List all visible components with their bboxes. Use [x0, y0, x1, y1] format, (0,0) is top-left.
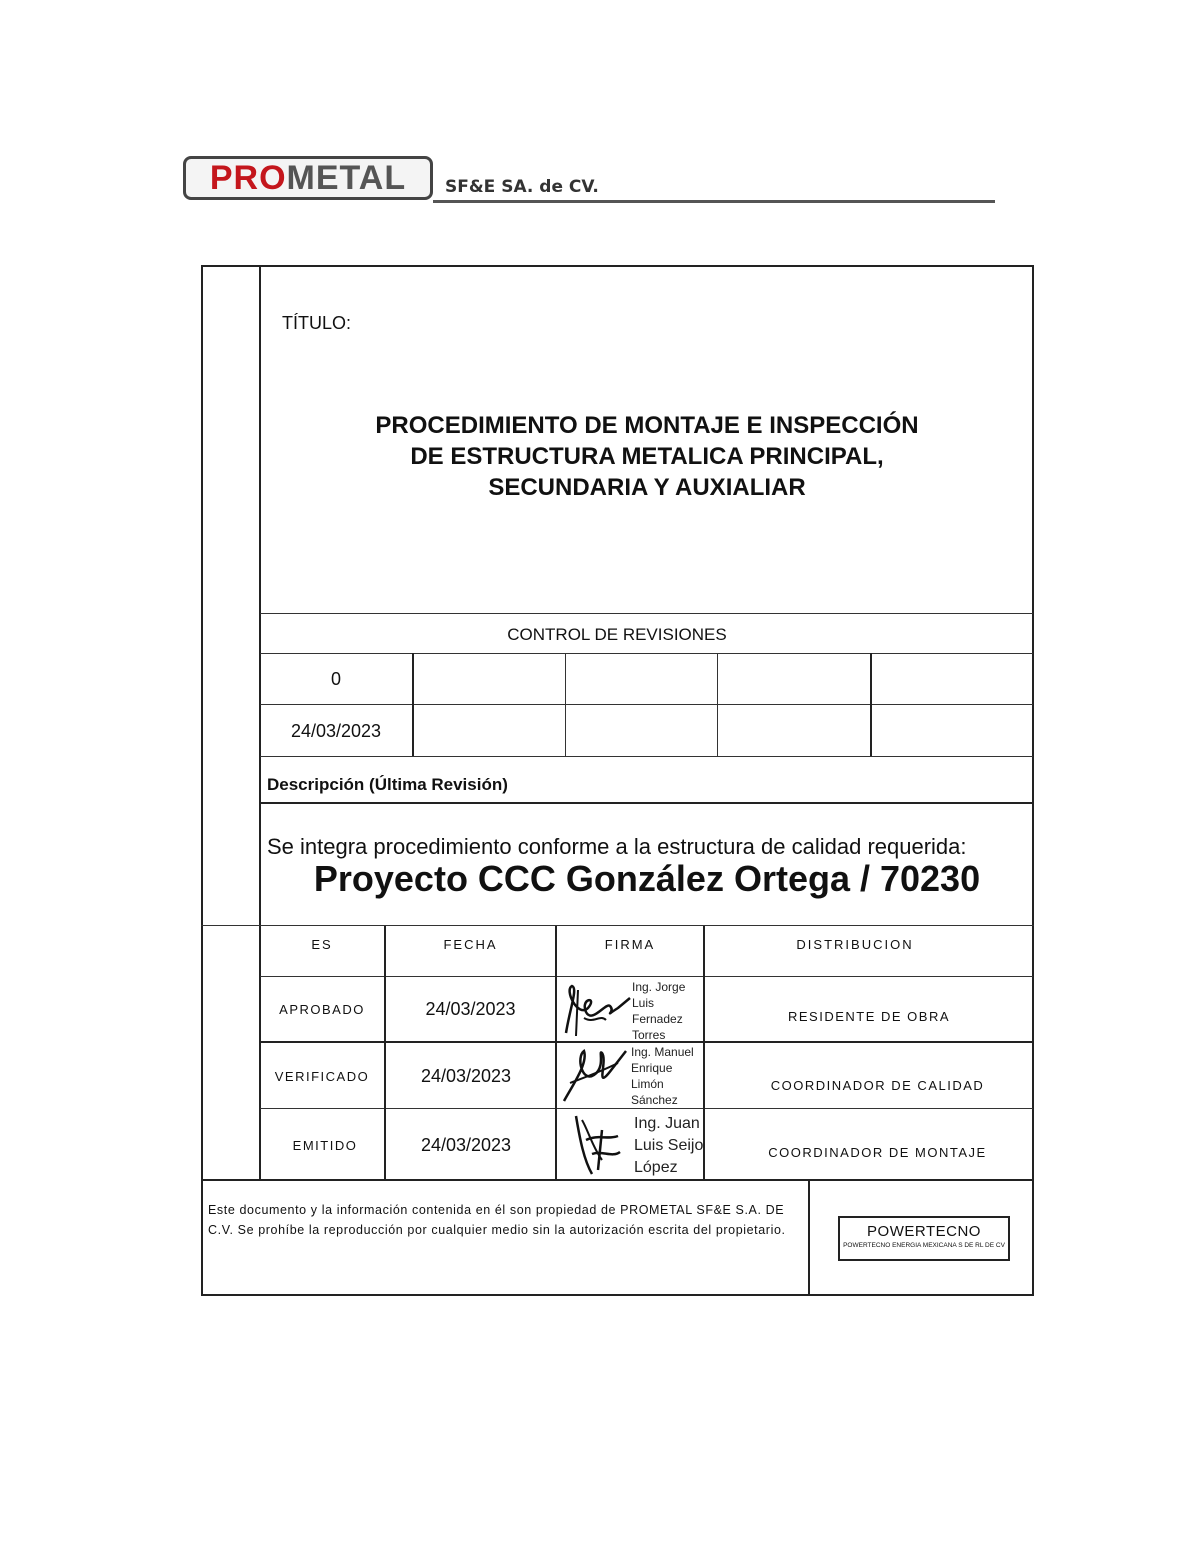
divider	[260, 613, 1033, 614]
approval-date: 24/03/2023	[420, 1065, 512, 1086]
signer-line: López	[634, 1159, 678, 1176]
description-text: Se integra procedimiento conforme a la estructura de calidad requerida:	[267, 834, 967, 859]
stamp-title: POWERTECNO	[867, 1223, 981, 1240]
approval-role: APROBADO	[279, 1002, 365, 1017]
divider	[201, 925, 1034, 926]
signer-line: Ing. Jorge	[632, 980, 686, 994]
col-header-es: ES	[311, 936, 333, 952]
divider	[555, 926, 557, 1180]
signer-line: Limón	[631, 1077, 664, 1091]
approval-role: VERIFICADO	[274, 1068, 370, 1084]
powertecno-stamp	[838, 1216, 1010, 1261]
signer-line: Ing. Manuel	[631, 1045, 694, 1059]
header-rule	[433, 200, 995, 203]
revision-number: 0	[330, 669, 341, 689]
distribution: COORDINADOR DE MONTAJE	[768, 1144, 987, 1160]
logo-metal-text: METAL	[286, 158, 407, 197]
left-column-divider	[259, 265, 261, 926]
company-suffix: SF&E SA. de CV.	[445, 177, 599, 197]
approval-role: EMITIDO	[292, 1137, 358, 1153]
divider	[808, 1180, 810, 1295]
project-name: Proyecto CCC González Ortega / 70230	[313, 858, 981, 899]
logo-pro-text: PRO	[209, 158, 287, 197]
title-line-2: DE ESTRUCTURA METALICA PRINCIPAL,	[410, 443, 884, 470]
divider	[565, 653, 566, 756]
signer-line: Enrique	[631, 1061, 673, 1075]
divider	[260, 704, 1033, 705]
signer-name	[634, 1113, 703, 1179]
signer-line: Luis	[632, 996, 655, 1010]
divider	[717, 653, 718, 756]
signer-line: Sánchez	[631, 1093, 678, 1107]
divider	[870, 653, 872, 756]
divider	[260, 653, 1033, 654]
col-header-fecha: FECHA	[443, 936, 498, 952]
ownership-notice: Este documento y la información contenida en él son propiedad de PROMETAL SF&E S.A. DE C.V. Se prohíbe la reproducción por cualquier medio sin la autorización escrita del propietario.	[208, 1203, 786, 1237]
col-header-distribucion: DISTRIBUCION	[796, 936, 914, 952]
description-label: Descripción (Última Revisión)	[267, 775, 508, 794]
distribution: COORDINADOR DE CALIDAD	[770, 1077, 985, 1093]
approval-date: 24/03/2023	[425, 999, 516, 1019]
signer-line: Fernadez	[632, 1012, 683, 1026]
divider	[260, 756, 1033, 757]
distribution: RESIDENTE DE OBRA	[787, 1009, 951, 1024]
title-line-1: PROCEDIMIENTO DE MONTAJE E INSPECCIÓN	[375, 412, 919, 439]
title-line-3: SECUNDARIA Y AUXIALIAR	[488, 474, 806, 501]
company-logo	[183, 156, 433, 200]
revision-control-heading: CONTROL DE REVISIONES	[507, 625, 727, 644]
signer-line: Luis Seijo	[634, 1137, 704, 1154]
signature-1	[558, 978, 633, 1040]
revision-date: 24/03/2023	[290, 721, 382, 741]
approval-date: 24/03/2023	[420, 1134, 512, 1155]
stamp-subtitle: POWERTECNO ENERGIA MEXICANA S DE RL DE CV	[843, 1242, 1005, 1249]
title-label: TÍTULO:	[282, 313, 352, 333]
signer-name	[632, 979, 685, 1043]
signature-2	[558, 1043, 630, 1107]
document-title	[262, 410, 1032, 503]
col-header-firma: FIRMA	[604, 936, 656, 952]
divider	[260, 976, 1033, 977]
divider	[260, 802, 1033, 804]
divider	[412, 653, 414, 756]
signer-line: Torres	[632, 1028, 666, 1042]
signature-3	[562, 1110, 628, 1178]
signer-line: Ing. Juan	[634, 1115, 700, 1132]
signer-name	[631, 1044, 694, 1108]
